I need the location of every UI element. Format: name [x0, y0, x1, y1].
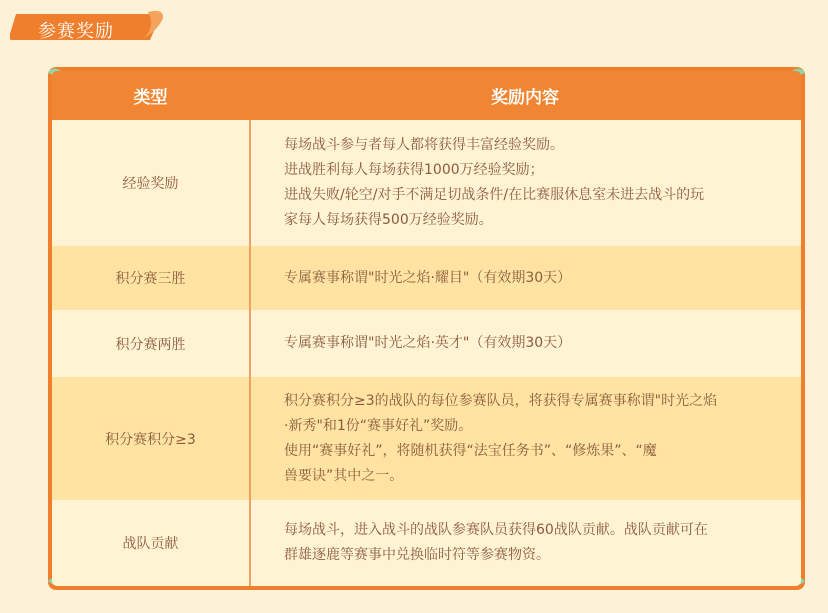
rewards-table [52, 71, 801, 586]
row-content [251, 310, 801, 377]
content-line: 每场战斗参与者每人都将获得丰富经验奖励。 [284, 137, 564, 153]
content-line: 使用“赛事好礼”，将随机获得“法宝任务书”、“修炼果”、“魔 [284, 442, 657, 459]
content-line: ·新秀"和1份“赛事好礼”奖励。 [284, 417, 473, 434]
section-title: 参赛奖励 [38, 21, 114, 42]
table-header [52, 71, 801, 120]
content-line: 每场战斗，进入战斗的战队参赛队员获得60战队贡献。战队贡献可在 [284, 522, 708, 538]
table-row [52, 310, 801, 377]
content-line: 积分赛积分≥3的战队的每位参赛队员，将获得专属赛事称谓"时光之焰 [284, 392, 718, 409]
row-content [251, 120, 801, 246]
content-line: 兽要诀”其中之一。 [284, 467, 404, 484]
row-content [251, 500, 801, 586]
content-line: 群雄逐鹿等赛事中兑换临时符等参赛物资。 [284, 547, 550, 563]
content-line: 进战胜利每人每场获得1000万经验奖励； [284, 162, 544, 178]
content-line: 家每人每场获得500万经验奖励。 [284, 212, 493, 228]
table-row [52, 246, 801, 310]
content-line: 专属赛事称谓"时光之焰·英才"（有效期30天） [284, 335, 572, 351]
header-content: 奖励内容 [491, 88, 559, 108]
table-row [52, 120, 801, 246]
row-type: 积分赛三胜 [52, 246, 251, 310]
row-content [251, 246, 801, 310]
row-type: 战队贡献 [52, 500, 251, 586]
table-row [52, 377, 801, 500]
content-line: 专属赛事称谓"时光之焰·耀目"（有效期30天） [284, 269, 572, 286]
content-line: 进战失败/轮空/对手不满足切战条件/在比赛服休息室未进去战斗的玩 [284, 187, 705, 203]
row-type: 积分赛积分≥3 [52, 377, 251, 500]
row-type: 经验奖励 [52, 120, 251, 246]
row-content [251, 377, 801, 500]
header-type: 类型 [133, 88, 168, 108]
row-type: 积分赛两胜 [52, 310, 251, 377]
table-row [52, 500, 801, 586]
section-header-tab [10, 8, 166, 46]
